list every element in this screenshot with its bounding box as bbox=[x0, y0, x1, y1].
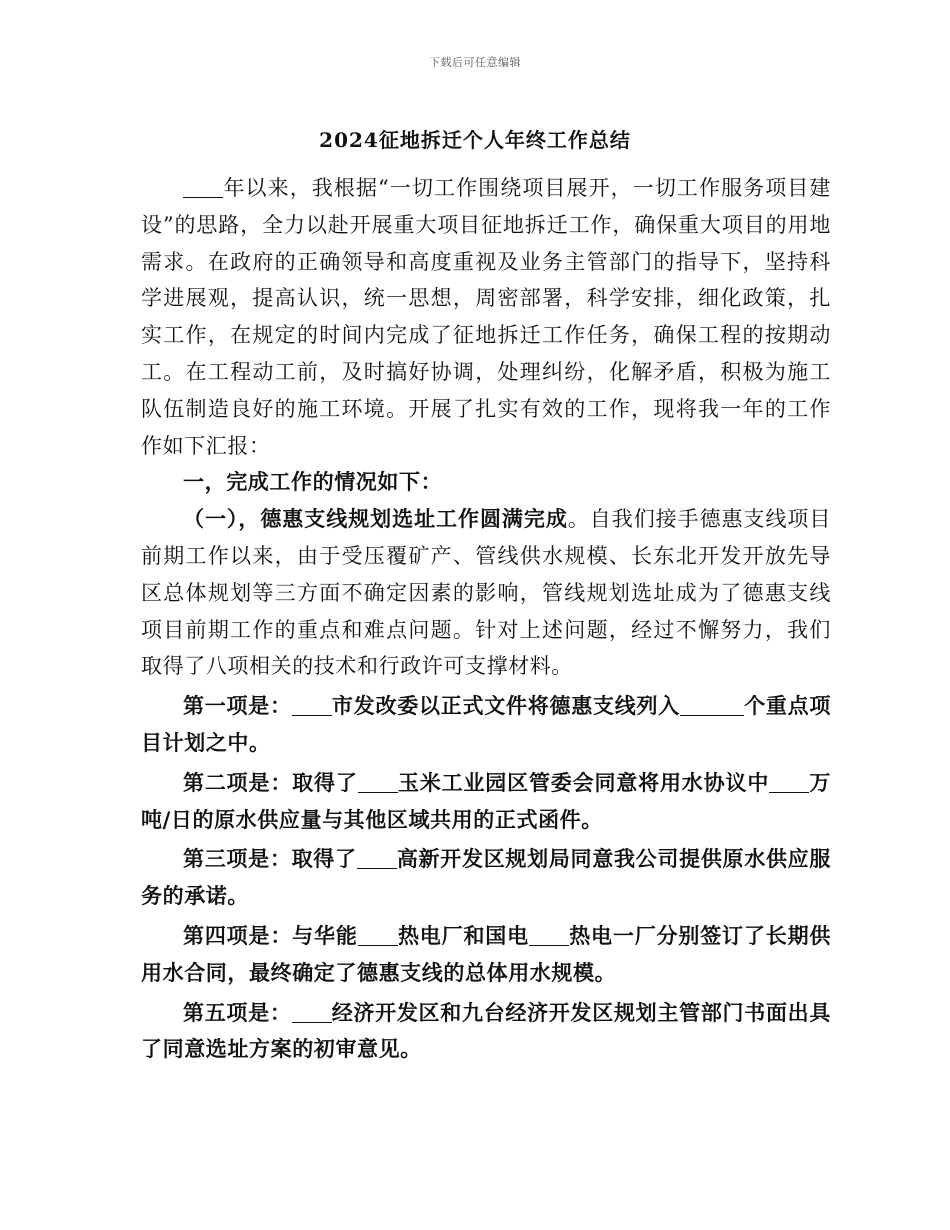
blank-line bbox=[769, 771, 809, 793]
blank-line bbox=[292, 694, 332, 716]
intro-paragraph bbox=[141, 170, 831, 464]
intro-text: 年以来，我根据“一切工作围绕项目展开，一切工作服务项目建设”的思路，全力以赴开展重大项目征地拆迁工作，确保重大项目的用地需求。在政府的正确领导和高度重视及业务主管部门的指导下，坚持科学进展观，提高认识，统一思想，周密部署，科学安排，细化政策，扎实工作，在规定的时间内完成了征地拆迁工作任务，确保工程的按期动工。在工程动工前，及时搞好协调，处理纠纷，化解矛盾，积极为施工队伍制造良好的施工环境。开展了扎实有效的工作，现将我一年的工作作如下汇报： bbox=[141, 176, 831, 458]
list-item: 第二项是：取得了 玉米工业园区管委会同意将用水协议中 万吨/日的原水供应量与其他区域共用的正式函件。 bbox=[141, 769, 831, 832]
blank-line bbox=[183, 176, 223, 198]
section-heading: 一，完成工作的情况如下： bbox=[183, 469, 443, 495]
list-item: 第五项是： 经济开发区和九台经济开发区规划主管部门书面出具了同意选址方案的初审意见。 bbox=[141, 999, 831, 1062]
document-title: 2024征地拆迁个人年终工作总结 bbox=[319, 128, 631, 152]
blank-line bbox=[292, 1001, 332, 1023]
subsection-heading: （一），德惠支线规划选址工作圆满完成 bbox=[183, 506, 568, 532]
blank-line bbox=[358, 924, 398, 946]
blank-line bbox=[529, 924, 569, 946]
header-note: 下载后可任意编辑 bbox=[429, 56, 521, 69]
list-item: 第四项是：与华能 热电厂和国电 热电一厂分别签订了长期供用水合同，最终确定了德惠支线的总体用水规模。 bbox=[141, 922, 832, 985]
document-body bbox=[141, 170, 831, 1068]
subsection-paragraph bbox=[141, 501, 831, 685]
blank-line bbox=[358, 771, 398, 793]
list-item: 第三项是：取得了 高新开发区规划局同意我公司提供原水供应服务的承诺。 bbox=[141, 846, 831, 909]
subsection-text: 。自我们接手德惠支线项目前期工作以来，由于受压覆矿产、管线供水规模、长东北开发开放先导区总体规划等三方面不确定因素的影响，管线规划选址成为了德惠支线项目前期工作的重点和难点问题。针对上述问题，经过不懈努力，我们取得了八项相关的技术和行政许可支撑材料。 bbox=[141, 507, 831, 679]
list-item: 第一项是： 市发改委以正式文件将德惠支线列入 个重点项目计划之中。 bbox=[141, 693, 832, 755]
blank-line bbox=[680, 694, 744, 716]
blank-line bbox=[357, 847, 397, 869]
